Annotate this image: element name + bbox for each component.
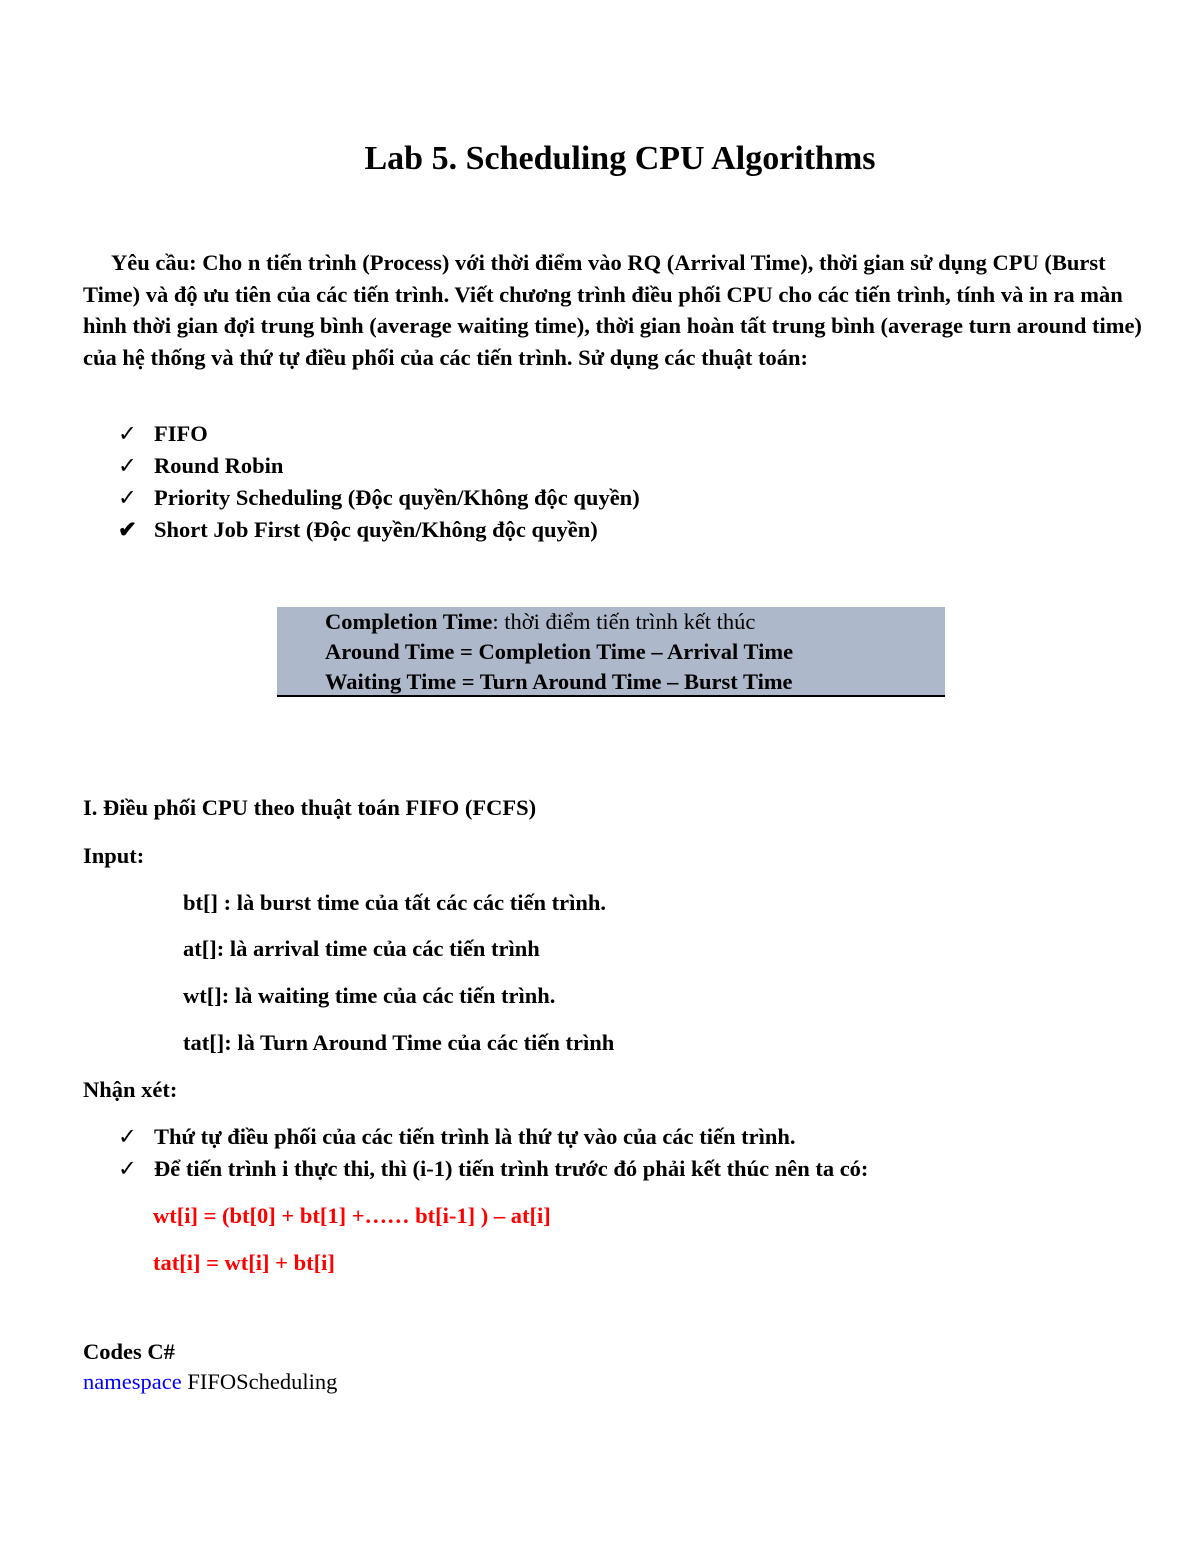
- heavy-checkmark-icon: ✔: [118, 517, 137, 542]
- list-item: ✓ FIFO: [118, 418, 640, 450]
- list-item: ✓ Để tiến trình i thực thi, thì (i-1) tiến trình trước đó phải kết thúc nên ta có:: [118, 1153, 868, 1185]
- remarks-label: Nhận xét:: [83, 1077, 178, 1102]
- input-label: Input:: [83, 843, 145, 868]
- remarks-list: [118, 1121, 868, 1185]
- around-time-definition: Around Time = Completion Time – Arrival Time: [325, 639, 794, 664]
- code-line: [83, 1369, 337, 1395]
- input-item: bt[] : là burst time của tất các các tiến trình.: [183, 890, 607, 915]
- section-heading: I. Điều phối CPU theo thuật toán FIFO (FCFS): [83, 795, 537, 820]
- checkmark-icon: ✓: [118, 453, 137, 478]
- page-title: Lab 5. Scheduling CPU Algorithms: [364, 140, 876, 177]
- codes-label: Codes C#: [83, 1339, 175, 1364]
- code-identifier: FIFOScheduling: [181, 1369, 338, 1394]
- checkmark-icon: ✓: [118, 1156, 137, 1181]
- checkmark-icon: ✓: [118, 1124, 137, 1149]
- input-item: tat[]: là Turn Around Time của các tiến trình: [183, 1030, 615, 1055]
- list-item: ✓ Priority Scheduling (Độc quyền/Không độc quyền): [118, 482, 640, 514]
- turnaround-time-formula: tat[i] = wt[i] + bt[i]: [153, 1250, 335, 1275]
- input-item: wt[]: là waiting time của các tiến trình.: [183, 983, 556, 1008]
- waiting-time-formula: wt[i] = (bt[0] + bt[1] +…… bt[i-1] ) – at[i]: [153, 1203, 551, 1228]
- list-item: ✔ Short Job First (Độc quyền/Không độc quyền): [118, 514, 640, 546]
- waiting-time-definition: Waiting Time = Turn Around Time – Burst Time: [325, 669, 793, 694]
- definitions-box: [277, 607, 945, 697]
- checkmark-icon: ✓: [118, 421, 137, 446]
- requirement-paragraph: Yêu cầu: Cho n tiến trình (Process) với thời điểm vào RQ (Arrival Time), thời gian sử dụng CPU (Burst Time) và độ ưu tiên của các tiến trình. Viết chương trình điều phối CPU cho các tiến trình, tính và in ra màn hình thời gian đợi trung bình (average waiting time), thời gian hoàn tất trung bình (average turn around time) của hệ thống và thứ tự điều phối của các tiến trình. Sử dụng các thuật toán:: [83, 250, 1142, 370]
- input-item: at[]: là arrival time của các tiến trình: [183, 936, 540, 961]
- code-keyword: namespace: [83, 1369, 182, 1394]
- completion-definition: Completion Time: thời điểm tiến trình kết thúc: [325, 609, 756, 634]
- list-item: ✓ Round Robin: [118, 450, 640, 482]
- algorithm-list: [118, 418, 640, 546]
- list-item: ✓ Thứ tự điều phối của các tiến trình là thứ tự vào của các tiến trình.: [118, 1121, 868, 1153]
- checkmark-icon: ✓: [118, 485, 137, 510]
